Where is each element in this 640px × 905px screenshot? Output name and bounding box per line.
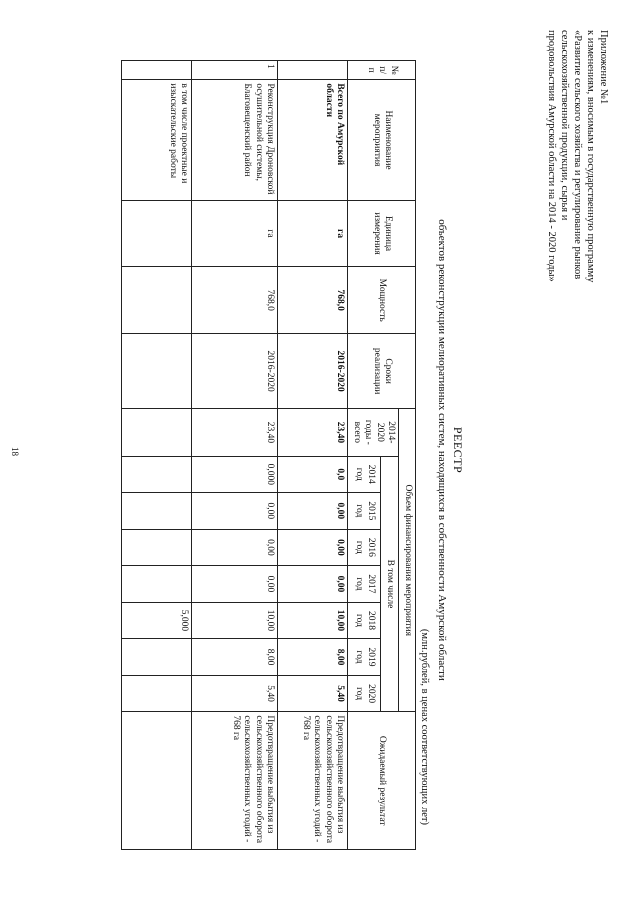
cell-year: 5,000 xyxy=(122,602,192,639)
header-row xyxy=(399,61,416,850)
cell-year: 0,00 xyxy=(278,493,348,530)
cell-year: 8,00 xyxy=(192,639,278,676)
cell-year xyxy=(122,493,192,530)
cell-name: Реконструкция Дроновской осушительной системы, Благовещенский район xyxy=(192,80,278,200)
annex-line: к изменениям, вносимым в государственную программу xyxy=(585,30,596,283)
header-name: Наименование мероприятия xyxy=(348,80,416,200)
annex-line: сельскохозяйственной продукции, сырья и xyxy=(559,30,570,221)
cell-unit xyxy=(122,200,192,267)
header-period: Сроки реализации xyxy=(348,334,416,409)
annex-title: Приложение №1 xyxy=(598,30,609,105)
cell-year xyxy=(122,566,192,603)
cell-year: 0,00 xyxy=(192,493,278,530)
header-num: № п/ п xyxy=(348,61,416,80)
cell-year xyxy=(122,529,192,566)
cell-year xyxy=(122,639,192,676)
cell-unit: га xyxy=(278,200,348,267)
cell-year: 0,0 xyxy=(278,456,348,493)
cell-period: 2016-2020 xyxy=(278,334,348,409)
cell-unit: га xyxy=(192,200,278,267)
header-including: В том числе xyxy=(380,456,399,712)
header-year: 2015 год xyxy=(348,493,380,530)
annex-block xyxy=(545,30,610,590)
cell-total xyxy=(122,409,192,456)
document-sheet xyxy=(140,20,610,880)
cell-period xyxy=(122,334,192,409)
cell-year: 0,00 xyxy=(192,529,278,566)
annex-line: продовольствия Амурской области на 2014 - 2020 годы» xyxy=(546,30,557,282)
cell-capacity: 768,0 xyxy=(278,267,348,334)
header-year: 2018 год xyxy=(348,602,380,639)
cell-year: 0,00 xyxy=(192,566,278,603)
cell-year: 0,00 xyxy=(278,529,348,566)
cell-result: Предотвращение выбытия из сельскохозяйственного оборота сельскохозяйственных угодий - 768 га xyxy=(278,712,348,850)
cell-capacity xyxy=(122,267,192,334)
units-note: (млн.рублей, в ценах соответствующих лет) xyxy=(419,628,430,825)
cell-year: 5,40 xyxy=(192,675,278,712)
cell-year xyxy=(122,675,192,712)
cell-year: 8,00 xyxy=(278,639,348,676)
cell-result: Предотвращение выбытия из сельскохозяйственного оборота сельскохозяйственных угодий - 768 га xyxy=(192,712,278,850)
header-year: 2014 год xyxy=(348,456,380,493)
cell-capacity: 768,0 xyxy=(192,267,278,334)
header-total: 2014-2020 годы - всего xyxy=(348,409,399,456)
header-result: Ожидаемый результат xyxy=(348,712,416,850)
registry-title: РЕЕСТР xyxy=(451,426,465,474)
annex-line: «Развитие сельского хозяйства и регулирование рынков xyxy=(572,30,583,280)
cell-name: в том числе проектные и изыскательские работы xyxy=(122,80,192,200)
cell-total: 23,40 xyxy=(278,409,348,456)
header-year: 2017 год xyxy=(348,566,380,603)
cell-num xyxy=(278,61,348,80)
cell-result xyxy=(122,712,192,850)
cell-total: 23,40 xyxy=(192,409,278,456)
table-row xyxy=(192,61,278,850)
cell-name: Всего по Амурской области xyxy=(278,80,348,200)
cell-num xyxy=(122,61,192,80)
header-capacity: Мощность xyxy=(348,267,416,334)
cell-num: 1 xyxy=(192,61,278,80)
cell-year: 0,000 xyxy=(192,456,278,493)
cell-year: 10,00 xyxy=(192,602,278,639)
cell-year: 10,00 xyxy=(278,602,348,639)
header-year: 2019 год xyxy=(348,639,380,676)
header-unit: Единица измерения xyxy=(348,200,416,267)
registry-table xyxy=(122,60,417,850)
header-funding: Объем финансирования мероприятия xyxy=(399,409,416,712)
table-row xyxy=(122,61,192,850)
registry-subtitle: объектов реконструкции мелиоративных систем, находящихся в собственности Амурской области xyxy=(436,219,448,681)
cell-year xyxy=(122,456,192,493)
page-number: 18 xyxy=(10,447,20,456)
cell-year: 5,40 xyxy=(278,675,348,712)
cell-period: 2016-2020 xyxy=(192,334,278,409)
table-row xyxy=(278,61,348,850)
cell-year: 0,00 xyxy=(278,566,348,603)
header-year: 2020 год xyxy=(348,675,380,712)
header-year: 2016 год xyxy=(348,529,380,566)
